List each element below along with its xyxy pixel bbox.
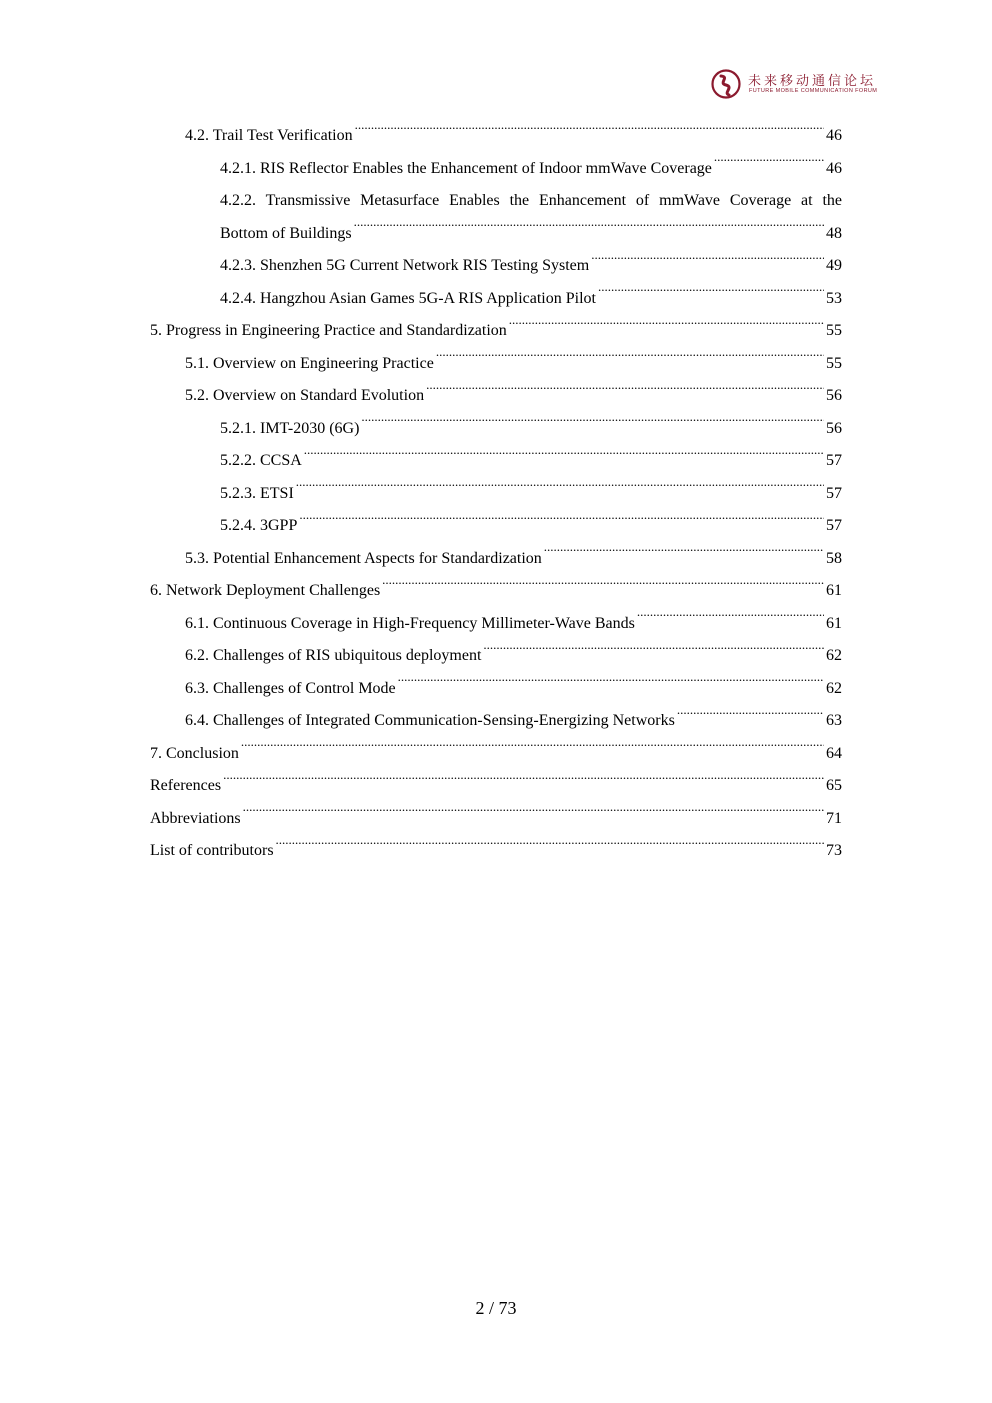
toc-entry-page: 61 (826, 614, 842, 632)
toc-entry[interactable] (150, 575, 842, 608)
toc-dot-leader (299, 514, 824, 530)
toc-entry[interactable] (220, 250, 842, 283)
toc-entry-page: 62 (826, 679, 842, 697)
toc-dot-leader (436, 352, 824, 368)
toc-entry[interactable] (220, 445, 842, 478)
toc-entry-page: 57 (826, 452, 842, 469)
toc-entry-page: 58 (826, 549, 842, 567)
toc-entry-title: 4.2.1. RIS Reflector Enables the Enhancement of Indoor mmWave Coverage (220, 159, 712, 177)
toc-entry[interactable] (185, 673, 842, 706)
toc-entry-title: Bottom of Buildings (220, 224, 352, 242)
toc-entry-page: 71 (826, 809, 842, 827)
toc-entry[interactable] (150, 803, 842, 836)
toc-entry-title: 5. Progress in Engineering Practice and Standardization (150, 322, 507, 339)
toc-entry-page: 48 (826, 224, 842, 242)
toc-entry-page: 53 (826, 289, 842, 307)
forum-logo (710, 68, 878, 102)
toc-entry-title: 5.2.1. IMT-2030 (6G) (220, 419, 360, 437)
toc-entry-page: 64 (826, 744, 842, 762)
toc-entry[interactable] (220, 478, 842, 511)
toc-entry[interactable] (185, 380, 842, 413)
toc-entry-page: 46 (826, 127, 842, 144)
toc-entry-title: 4.2.4. Hangzhou Asian Games 5G-A RIS Application Pilot (220, 289, 596, 307)
toc-entry-page: 49 (826, 257, 842, 274)
toc-entry[interactable] (220, 510, 842, 543)
toc-entry[interactable] (220, 185, 842, 250)
toc-dot-leader (483, 644, 824, 660)
toc-dot-leader (598, 287, 824, 303)
toc-dot-leader (382, 579, 824, 595)
toc-entry-title: 6.4. Challenges of Integrated Communication-Sensing-Energizing Networks (185, 712, 675, 729)
toc-entry-title: 5.1. Overview on Engineering Practice (185, 354, 434, 372)
logo-chinese-text: 未来移动通信论坛 (748, 74, 877, 89)
toc-entry[interactable] (185, 608, 842, 641)
toc-entry-page: 46 (826, 159, 842, 177)
toc-entry-title: 5.2.4. 3GPP (220, 517, 298, 534)
toc-entry-page: 57 (826, 484, 842, 502)
toc-dot-leader (426, 384, 824, 400)
toc-dot-leader (354, 222, 824, 238)
toc-dot-leader (243, 807, 824, 823)
toc-entry-title: 5.2.2. CCSA (220, 452, 302, 469)
toc-dot-leader (276, 839, 824, 855)
toc-dot-leader (398, 677, 824, 693)
toc-entry[interactable] (185, 705, 842, 738)
toc-dot-leader (241, 742, 824, 758)
toc-entry-page: 62 (826, 647, 842, 664)
logo-english-text: FUTURE MOBILE COMMUNICATION FORUM (749, 88, 878, 94)
toc-entry-title: 4.2. Trail Test Verification (185, 127, 353, 144)
toc-entry[interactable] (185, 120, 842, 153)
table-of-contents (150, 120, 842, 868)
toc-dot-leader (296, 482, 824, 498)
page-number: 2 / 73 (475, 1298, 517, 1318)
toc-entry[interactable] (220, 153, 842, 186)
toc-entry-title: Abbreviations (150, 809, 241, 827)
toc-dot-leader (591, 254, 824, 270)
toc-entry[interactable] (185, 348, 842, 381)
toc-entry-title: 6.2. Challenges of RIS ubiquitous deployment (185, 647, 482, 664)
toc-dot-leader (677, 709, 824, 725)
toc-entry-title: 5.2.3. ETSI (220, 484, 294, 502)
toc-entry-title: 6. Network Deployment Challenges (150, 582, 381, 599)
toc-dot-leader (361, 417, 824, 433)
toc-entry[interactable] (150, 835, 842, 868)
toc-entry-page: 55 (826, 322, 842, 339)
toc-entry[interactable] (185, 543, 842, 576)
toc-entry[interactable] (150, 770, 842, 803)
toc-dot-leader (714, 157, 824, 173)
toc-entry-page: 61 (826, 582, 842, 599)
forum-logo-icon (710, 68, 742, 100)
toc-entry-page: 63 (826, 712, 842, 729)
toc-entry[interactable] (150, 738, 842, 771)
toc-dot-leader (637, 612, 824, 628)
toc-dot-leader (304, 449, 824, 465)
toc-entry-title: 4.2.3. Shenzhen 5G Current Network RIS Testing System (220, 257, 590, 274)
toc-entry[interactable] (150, 315, 842, 348)
toc-entry-page: 55 (826, 354, 842, 372)
toc-entry-page: 65 (826, 777, 842, 794)
toc-entry-page: 56 (826, 387, 842, 404)
toc-entry-title: 7. Conclusion (150, 744, 239, 762)
toc-dot-leader (509, 319, 824, 335)
toc-entry-page: 56 (826, 419, 842, 437)
toc-entry-title: 6.3. Challenges of Control Mode (185, 679, 396, 697)
toc-entry-title: 6.1. Continuous Coverage in High-Frequency Millimeter-Wave Bands (185, 614, 635, 632)
toc-entry-title-line1: 4.2.2. Transmissive Metasurface Enables the Enhancement of mmWave Coverage at the (220, 192, 842, 209)
toc-entry-page: 57 (826, 517, 842, 534)
toc-entry[interactable] (220, 283, 842, 316)
toc-entry[interactable] (185, 640, 842, 673)
toc-entry-title: 5.2. Overview on Standard Evolution (185, 387, 425, 404)
toc-dot-leader (223, 774, 824, 790)
toc-entry[interactable] (220, 413, 842, 446)
toc-dot-leader (355, 124, 824, 140)
toc-entry-title: References (150, 777, 222, 794)
toc-dot-leader (544, 547, 824, 563)
toc-entry-page: 73 (826, 842, 842, 859)
toc-entry-title: 5.3. Potential Enhancement Aspects for Standardization (185, 549, 542, 567)
toc-entry-title: List of contributors (150, 842, 274, 859)
